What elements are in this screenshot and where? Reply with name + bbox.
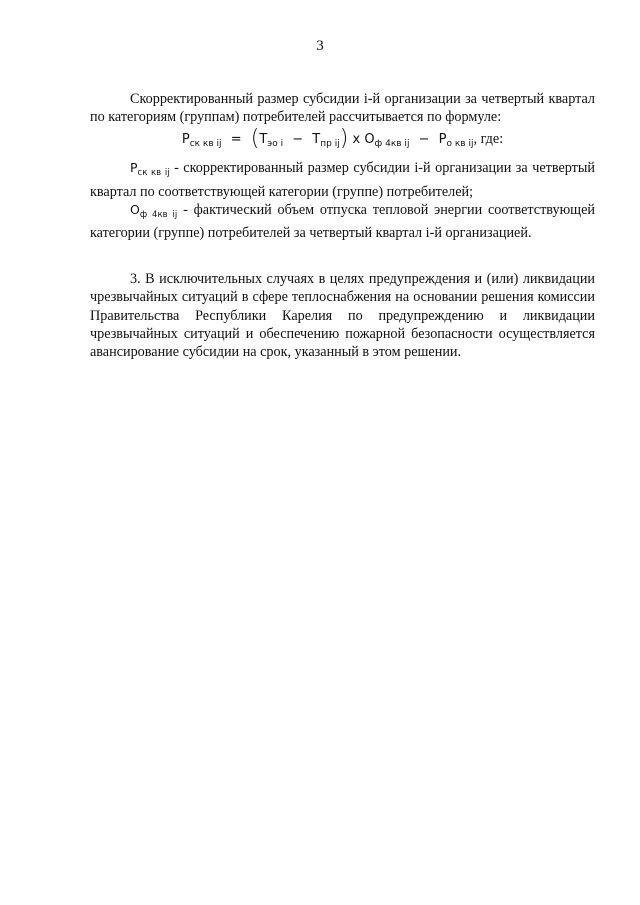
definition-text: - скорректированный размер субсидии i-й организации за четвертый квартал по соответствующей категории (группе) потребителей; bbox=[90, 160, 595, 200]
definition-of4kv bbox=[90, 201, 595, 242]
section-3-paragraph: 3. В исключительных случаях в целях предупреждения и (или) ликвидации чрезвычайных ситуаций в сфере теплоснабжения на основании решения комиссии Правительства Республики Карелия по предупреждению и ликвидации чрезвычайных ситуаций и обеспечению пожарной безопасности осуществляется авансирование субсидии на срок, указанный в этом решении. bbox=[90, 271, 595, 361]
subsidy-formula bbox=[90, 126, 595, 157]
formula-term-o: $О_{ф 4кв ij}$ bbox=[364, 132, 410, 150]
document-body bbox=[90, 90, 595, 361]
definition-symbol: $О_{ф 4кв ij}$ bbox=[130, 201, 178, 220]
formula-open-paren: ( bbox=[250, 126, 260, 152]
formula-term-tpr: $Т_{пр ij}$ bbox=[312, 132, 340, 150]
formula-tail: , где: bbox=[473, 131, 504, 148]
page-number: 3 bbox=[316, 38, 324, 54]
formula-times: x bbox=[352, 132, 361, 148]
paragraph-spacer bbox=[90, 242, 595, 270]
formula-term-pokv: $Р_{о кв ij}$ bbox=[438, 132, 474, 150]
intro-paragraph: Скорректированный размер субсидии i-й организации за четвертый квартал по категориям (группам) потребителей рассчитывается по формуле: bbox=[90, 91, 595, 126]
definition-text: - фактический объем отпуска тепловой энергии соответствующей категории (группе) потребителей за четвертый квартал i-й организацией. bbox=[90, 201, 595, 242]
formula-close-paren: ) bbox=[339, 126, 349, 152]
definition-symbol: $Р_{ск кв ij}$ bbox=[130, 160, 170, 179]
formula-minus-2: − bbox=[418, 132, 430, 148]
formula-minus-1: − bbox=[292, 132, 304, 148]
formula-term-teo: $Т_{эо i}$ bbox=[259, 132, 284, 150]
formula-lhs: $Р_{ск кв ij}$ bbox=[181, 132, 222, 150]
definition-pskkv bbox=[90, 159, 595, 200]
formula-equals: = bbox=[230, 132, 242, 148]
